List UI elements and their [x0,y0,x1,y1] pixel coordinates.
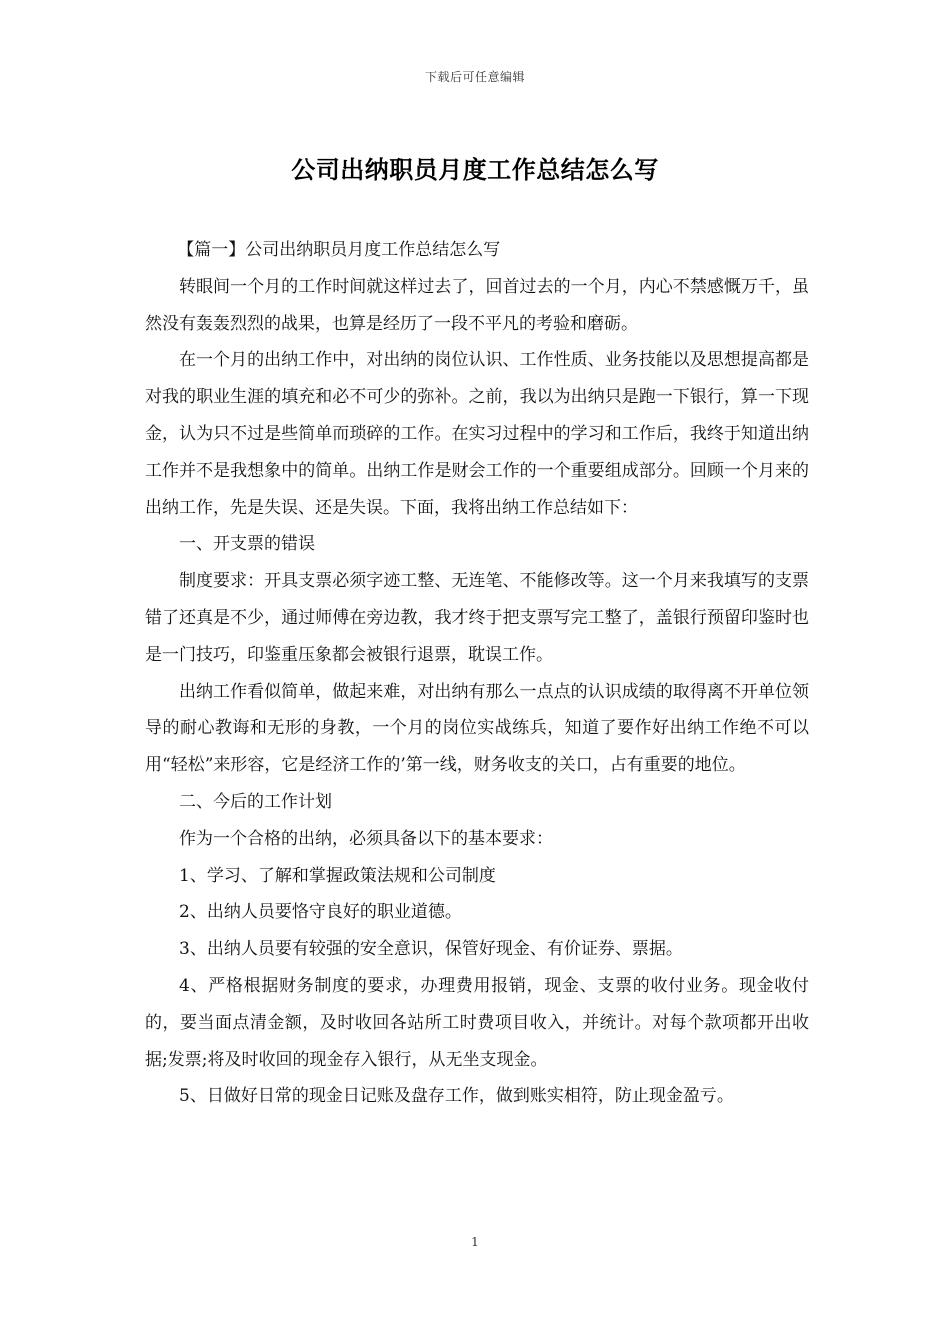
subheading: 一、开支票的错误 [179,534,315,555]
page-number: 1 [471,1235,479,1249]
document-title: 公司出纳职员月度工作总结怎么写 [291,155,659,184]
list-item: 5、日做好日常的现金日记账及盘存工作，做到账实相符，防止现金盈亏。 [179,1086,734,1107]
list-item: 4、严格根据财务制度的要求，办理费用报销，现金、支票的收付业务。现金收付的，要当面点清金额，及时收回各站所工时费项目收入，并统计。对每个款项都开出收据;发票;将及时收回的现金存入银行，从无坐支现金。 [145,975,809,1070]
paragraph: 出纳工作看似简单，做起来难，对出纳有那么一点点的认识成绩的取得离不开单位领导的耐心教诲和无形的身教，一个月的岗位实战练兵，知道了要作好出纳工作绝不可以用“轻松”来形容，它是经济工作的’第一线，财务收支的关口，占有重要的地位。 [145,681,809,776]
header-note: 下载后可任意编辑 [424,70,525,84]
list-item: 2、出纳人员要恪守良好的职业道德。 [179,902,462,923]
paragraph: 在一个月的出纳工作中，对出纳的岗位认识、工作性质、业务技能以及思想提高都是对我的职业生涯的填充和必不可少的弥补。之前，我以为出纳只是跑一下银行，算一下现金，认为只不过是些简单而琐碎的工作。在实习过程中的学习和工作后，我终于知道出纳工作并不是我想象中的简单。出纳工作是财会工作的一个重要组成部分。回顾一个月来的出纳工作，先是失误、还是失误。下面，我将出纳工作总结如下： [145,350,809,518]
list-item: 3、出纳人员要有较强的安全意识，保管好现金、有价证券、票据。 [179,939,683,960]
document-body [145,232,809,1115]
paragraph: 制度要求：开具支票必须字迹工整、无连笔、不能修改等。这一个月来我填写的支票错了还真是不少，通过师傅在旁边教，我才终于把支票写完工整了，盖银行预留印鉴时也是一门技巧，印鉴重压象都会被银行退票，耽误工作。 [145,571,809,665]
section-heading: 【篇一】公司出纳职员月度工作总结怎么写 [177,240,501,260]
subheading: 二、今后的工作计划 [179,791,332,812]
list-item: 1、学习、了解和掌握政策法规和公司制度 [179,865,496,886]
paragraph: 转眼间一个月的工作时间就这样过去了，回首过去的一个月，内心不禁感慨万千，虽然没有轰轰烈烈的战果，也算是经历了一段不平凡的考验和磨砺。 [145,276,809,334]
paragraph: 作为一个合格的出纳，必须具备以下的基本要求： [179,828,553,849]
